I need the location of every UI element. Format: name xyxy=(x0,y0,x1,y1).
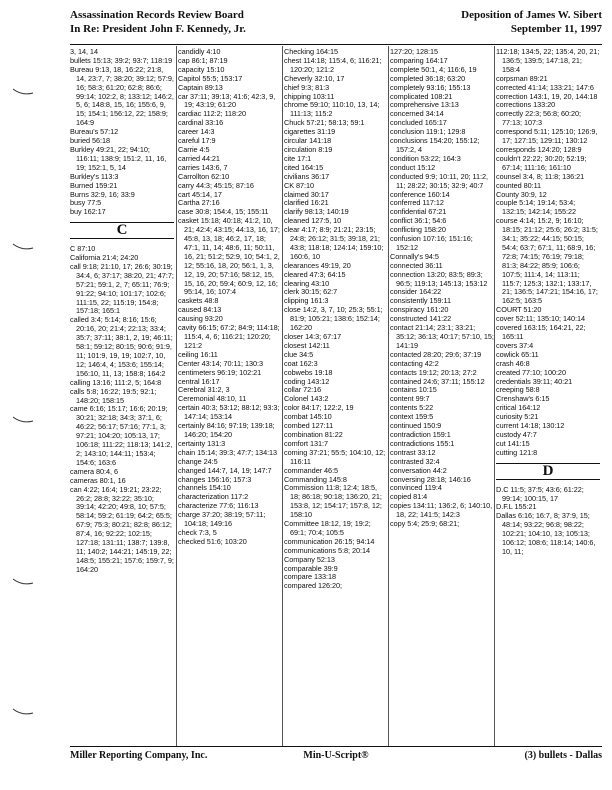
index-entry: Burns 32:9, 16; 33:9 xyxy=(70,189,135,199)
index-entry: conducted 9:9; 10:11, 20; 11:2, 11; 28:22; 30:15; 32:9; 40:7 xyxy=(390,171,488,190)
index-entry: circulation 8:19 xyxy=(284,144,333,154)
index-entry: COURT 51:20 xyxy=(496,305,542,315)
index-entry: contacts 19:12; 20:13; 27:2 xyxy=(390,367,477,377)
index-entry: ceiling 16:11 xyxy=(178,349,218,359)
index-entry: collar 72:16 xyxy=(284,385,322,395)
index-entry: 112:18; 134:5, 22; 135:4, 20, 21; 136:5; 139:5; 147:18, 21; 158:4 xyxy=(496,48,600,74)
index-entry: clue 34:5 xyxy=(284,349,314,359)
index-entry: coding 143:12 xyxy=(284,376,330,386)
footer-company: Miller Reporting Company, Inc. xyxy=(70,750,208,761)
index-entry: cobwebs 19:18 xyxy=(284,367,333,377)
index-entry: copied 81:4 xyxy=(390,492,428,502)
index-entry: cutting 121:8 xyxy=(496,447,538,457)
index-entry: comparable 39:9 xyxy=(284,563,338,573)
index-entry: clearing 43:10 xyxy=(284,278,330,288)
index-entry: carried 44:21 xyxy=(178,153,220,163)
index-entry: creeping 58:8 xyxy=(496,385,540,395)
index-entry: corresponds 124:20; 128:9 xyxy=(496,144,582,154)
index-entry: certainly 84:16; 97:19; 139:18; 146:20; 154:20 xyxy=(178,421,275,439)
index-entry: cap 86:1; 87:19 xyxy=(178,55,228,65)
page-header xyxy=(70,8,602,38)
index-entry: characterize 77:6; 116:13 xyxy=(178,501,259,511)
index-entry: conferred 117:12 xyxy=(390,198,444,208)
index-entry: cameras 80:1, 16 xyxy=(70,475,126,485)
index-entry: charge 37:20; 38:19; 57:11; 104:18; 149:16 xyxy=(178,510,266,529)
index-entry: conversing 28:18; 146:16 xyxy=(390,474,471,484)
index-entry: corrected 41:14; 133:21; 147:6 xyxy=(496,82,594,92)
index-entry: continued 150:9 xyxy=(390,421,442,431)
index-entry: cardinal 33:16 xyxy=(178,118,224,128)
index-entry: commander 46:5 xyxy=(284,465,339,475)
index-entry: cleaned 127:5, 10 xyxy=(284,216,342,226)
index-entry: cut 141:15 xyxy=(496,438,530,448)
index-entry: convinced 119:4 xyxy=(390,483,442,493)
index-entry: chest 114:18; 115:4, 6; 116:21; 120:20; 121:2 xyxy=(284,55,382,74)
index-column-1 xyxy=(70,48,174,745)
index-entry: conclusions 154:20; 155:12; 157:2, 4 xyxy=(390,136,480,154)
index-entry: Bureau 9:13, 18, 16:22; 21:8, 14, 23:7, 7; 38:20; 39:12; 57:9, 16; 58:3; 61:20; 62:8; 86:6; 99:14; 102:2, 8; 133:12; 146:2, 5, 6; 148:8, 15, 16; 155:6, 9, 15; 154:1; 156:12, 22; 158:9; 164:9 xyxy=(70,64,174,128)
header-case-title: In Re: President John F. Kennedy, Jr. xyxy=(70,23,246,35)
index-entry: custody 47:7 xyxy=(496,429,537,439)
index-entry: combed 127:11 xyxy=(284,421,334,431)
index-entry: Commanding 145:8 xyxy=(284,474,347,484)
index-entry: course 4:14; 15:2, 9; 16:10; 18:15; 21:12; 25:6; 26:2; 31:5; 34:1; 35:22; 44:15; 50:15; 54:4; 63:7; 67:1, 11; 68:9, 16; 72:8; 74:15; 76:19; 79:18; 81:3; 84:22; 85:9; 106:6; 107:5; 111:4, 14; 113:11; 115:7; 125:3; 132:1; 133:17, 21; 136:5; 147:21; 154:16, 17; 162:5; 163:5 xyxy=(496,216,598,306)
index-column-5 xyxy=(496,48,600,745)
index-entry: correction 143:1, 19, 20, 144:18 xyxy=(496,91,598,101)
index-entry: Commission 11:8; 12:4; 18:5, 18; 86:18; 90:18; 136:20, 21; 153:8, 12; 154:17; 157:8, 12; 158:10 xyxy=(284,483,382,520)
index-entry: content 99:7 xyxy=(390,394,430,404)
index-entry: correspond 5:11; 125:10; 126:9, 17; 127:15; 129:11; 130:12 xyxy=(496,127,598,146)
index-entry: conference 160:14 xyxy=(390,189,450,199)
index-entry: Committee 18:12, 19; 19:2; 69:1; 70:4; 105:5 xyxy=(284,519,371,537)
index-entry: 3, 14, 14 xyxy=(70,48,98,56)
index-entry: compared 126:20; xyxy=(284,581,343,591)
index-entry: contradiction 159:1 xyxy=(390,429,451,439)
index-entry: Connally's 94:5 xyxy=(390,251,439,261)
header-board-title: Assassination Records Review Board xyxy=(70,9,244,21)
margin-punch-mark xyxy=(12,708,34,716)
index-entry: chipping 103:11 xyxy=(284,91,335,101)
index-entry: changes 156:16; 157:3 xyxy=(178,474,252,484)
index-entry: clipping 161:3 xyxy=(284,296,329,306)
header-deposition-title: Deposition of James W. Sibert xyxy=(461,9,602,21)
index-entry: carry 44:3; 45:15; 87:16 xyxy=(178,180,254,190)
index-entry: C 87:10 xyxy=(70,244,96,254)
index-entry: combat 145:10 xyxy=(284,412,332,422)
index-entry: characterization 117:2 xyxy=(178,492,249,502)
index-entry: bullets 15:13; 39:2; 93:7; 118:19 xyxy=(70,55,173,65)
index-entry: Cartha 27:16 xyxy=(178,198,220,208)
index-entry: claimed 30:17 xyxy=(284,189,329,199)
index-entry: clarify 98:13; 140:19 xyxy=(284,207,349,217)
index-entry: cigarettes 31:19 xyxy=(284,127,336,137)
index-entry: changed 144:7, 14, 19; 147:7 xyxy=(178,465,272,475)
index-entry: close 14:2, 3, 7, 10; 25:3; 55:1; 81:9; 105:21; 138:6; 152:14; 162:20 xyxy=(284,305,383,333)
index-entry: called 3:4; 5:14; 8:16; 15:6; 20:16, 20; 21:4; 22:13; 33:4; 35:7; 37:11; 38:1, 2, 19; 46:11; 58:1; 59:12; 80:15; 90:6; 91:9, 11; 101:9, 19, 19; 102:7, 10, 12; 146:4, 4; 153:6; 155:14; 156:10, 11, 13; 158:8; 164:2 xyxy=(70,315,173,378)
header-rule xyxy=(70,44,602,45)
index-entry: Cheverly 32:10, 17 xyxy=(284,73,345,83)
index-entry: checked 51:6; 103:20 xyxy=(178,536,247,546)
index-entry: chrome 59:10; 110:10, 13, 14; 111:13; 115:2 xyxy=(284,100,380,119)
index-entry: Burkley 49:21, 22; 94:10; 116:11; 138:9; 151:2, 11, 16, 19; 152:1, 5, 14 xyxy=(70,144,167,172)
index-entry: condition 53:22; 164:3 xyxy=(390,153,461,163)
index-entry: buy 162:17 xyxy=(70,207,106,217)
index-entry: complete 50:1, 4; 116:6, 19 xyxy=(390,64,477,74)
index-entry: cowlick 65:11 xyxy=(496,349,539,359)
index-entry: Crenshaw's 6:15 xyxy=(496,394,550,404)
index-entry: Cerebral 31:2, 3 xyxy=(178,385,230,395)
index-entry: California 21:4; 24:20 xyxy=(70,253,139,263)
index-entry: counted 80:11 xyxy=(496,180,542,190)
index-entry: clearances 49:19, 20 xyxy=(284,260,351,270)
index-entry: created 77:10; 100:20 xyxy=(496,367,566,377)
index-entry: current 14:18; 130:12 xyxy=(496,421,565,431)
index-entry: comparing 164:17 xyxy=(390,55,448,65)
index-entry: consistently 159:11 xyxy=(390,296,451,306)
index-entry: completely 93:16; 155:13 xyxy=(390,82,471,92)
index-entry: Capitol 55:5; 153:17 xyxy=(178,73,243,83)
index-entry: careful 17:9 xyxy=(178,136,216,146)
margin-punch-mark xyxy=(12,416,34,424)
index-entry: clerk 30:15; 62:7 xyxy=(284,287,338,297)
index-entry: closest 142:11 xyxy=(284,340,330,350)
index-entry: coming 37:21; 55:5; 104:10, 12; 116:11 xyxy=(284,447,386,466)
index-columns xyxy=(70,48,602,745)
margin-punch-mark xyxy=(12,243,34,251)
index-entry: Captain 89:13 xyxy=(178,82,223,92)
index-entry: clear 4:17; 8:9; 21:21; 23:15; 24:8; 26:12; 31:5; 39:18, 21; 43:8; 118:18; 124:14; 159:10; 160:6, 10 xyxy=(284,225,384,261)
index-entry: check 7:3, 5 xyxy=(178,527,217,537)
index-entry: can 4:22; 16:4; 19:21; 23:22; 26:2; 28:8; 32:22; 35:10; 39:14; 42:20; 49:8, 10; 57:5; 58:14; 59:2; 61:19; 64:2; 65:5; 67:9; 75:3; 80:21; 82:8; 86:12; 87:4, 16; 92:22; 102:15; 127:18; 131:11; 138:7; 139:8, 11; 140:2; 144:21; 145:19, 22; 148:5; 155:21; 157:6; 159:7, 9; 164:20 xyxy=(70,484,174,574)
index-entry: curiosity 5:21 xyxy=(496,412,539,422)
index-entry: CK 87:10 xyxy=(284,180,315,190)
index-entry: cite 17:1 xyxy=(284,153,312,163)
index-entry: Dallas 6:16; 16:7, 8; 37:9, 15; 48:14; 93:22; 96:8; 98:22; 102:21; 104:10, 13; 105:13; 106:12; 108:6; 118:14; 140:6, 10, 11; xyxy=(496,511,596,556)
index-entry: conclusion 119:1; 129:8 xyxy=(390,127,466,137)
index-entry: conversation 44:2 xyxy=(390,465,447,475)
index-entry: cavity 66:15; 67:2; 84:9; 114:18; 115:4, 4, 6; 116:21; 120:20; 121:2 xyxy=(178,323,280,350)
index-entry: color 84:17; 122:2, 19 xyxy=(284,403,354,413)
index-entry: confusion 107:16; 151:16; 152:12 xyxy=(390,234,473,252)
index-entry: certain 40:3; 53:12; 88:12; 93:3; 147:14; 153:14 xyxy=(178,403,280,422)
index-entry: corpsman 89:21 xyxy=(496,73,548,83)
index-entry: Center 43:14; 70:11; 130:3 xyxy=(178,358,263,368)
index-entry: channels 154:10 xyxy=(178,483,231,493)
index-entry: calling 13:16; 111:2, 5; 164:8 xyxy=(70,377,162,387)
footer-product: Min-U-Script® xyxy=(303,750,369,761)
index-entry: case 30:8; 154:4, 15; 155:11 xyxy=(178,207,269,217)
index-entry: contact 21:14; 23:1; 33:21; 35:12; 36:13; 40:17; 57:10, 15; 141:19 xyxy=(390,323,494,350)
index-entry: connection 13:20; 83:5; 89:3; 96:5; 119:13; 145:13; 153:12 xyxy=(390,269,488,288)
index-entry: covers 37:4 xyxy=(496,340,534,350)
index-entry: centimeters 96:19; 102:21 xyxy=(178,367,262,377)
index-entry: Ceremonial 48:10, 11 xyxy=(178,394,247,404)
margin-punch-mark xyxy=(12,578,34,586)
index-entry: caskets 48:8 xyxy=(178,296,219,306)
index-entry: copy 5:4; 25:9; 68:21; xyxy=(390,519,460,529)
index-column-4 xyxy=(390,48,494,745)
index-entry: cover 52:11; 135:10; 140:14 xyxy=(496,314,585,324)
index-entry: compare 133:18 xyxy=(284,572,337,582)
index-entry: D.F.L 155:21 xyxy=(496,502,537,512)
index-entry: central 16:17 xyxy=(178,376,220,386)
index-entry: concluded 165:17 xyxy=(390,118,447,128)
index-entry: contacted 28:20; 29:6; 37:19 xyxy=(390,349,482,359)
header-date: September 11, 1997 xyxy=(510,23,602,35)
index-entry: cardiac 112:2; 118:20 xyxy=(178,109,247,119)
index-entry: circular 141:18 xyxy=(284,136,332,146)
index-entry: carries 143:6, 7 xyxy=(178,162,228,172)
index-entry: contained 24:6; 37:11; 155:12 xyxy=(390,376,485,386)
index-entry: confidential 67:21 xyxy=(390,207,447,217)
index-entry: conspiracy 161:20 xyxy=(390,305,449,315)
index-entry: chief 9:3; 81:3 xyxy=(284,82,330,92)
index-entry: constructed 141:22 xyxy=(390,314,452,324)
index-entry: complicated 108:21 xyxy=(390,91,453,101)
index-entry: counsel 3:4, 8; 11:8; 136:21 xyxy=(496,171,585,181)
index-entry: couldn't 22:22; 30:20; 52:19; 67:14; 111:16; 161:10 xyxy=(496,153,587,172)
index-entry: candidly 4:10 xyxy=(178,48,221,56)
index-entry: contrast 33:12 xyxy=(390,447,436,457)
index-entry: chain 15:14; 39:3; 47:7; 134:13 xyxy=(178,447,278,457)
index-entry: Bureau's 57:12 xyxy=(70,127,119,137)
index-entry: car 37:11; 39:13; 41:6; 42:3, 9, 19; 43:19; 61:20 xyxy=(178,91,276,110)
index-entry: communication 26:15; 94:14 xyxy=(284,536,375,546)
index-entry: comprehensive 13:13 xyxy=(390,100,459,110)
index-entry: buried 56:18 xyxy=(70,136,110,146)
index-entry: calls 5:8; 16:22; 19:5; 92:1; 148:20; 158:15 xyxy=(70,386,157,405)
index-entry: came 6:16; 15:17; 16:6; 20:19; 30:21; 32:18; 34:3; 37:1, 6; 46:22; 56:17; 57:16; 77:1, 3; 97:21; 104:20; 105:13, 17; 106:18; 111:22; 118:13; 141:2, 2; 143:10; 144:11; 153:4; 154:6; 163:6 xyxy=(70,404,173,467)
index-entry: couple 5:14; 19:14; 53:4; 132:15; 142:14; 155:22 xyxy=(496,198,576,217)
index-entry: credentials 39:11; 40:21 xyxy=(496,376,573,386)
index-entry: correctly 22:3; 56:8; 60:20; 77:13; 107:3 xyxy=(496,109,581,128)
index-entry: covered 163:15; 164:21, 22; 165:11 xyxy=(496,323,586,341)
index-entry: contradictions 155:1 xyxy=(390,438,455,448)
index-entry: caused 84:13 xyxy=(178,305,222,315)
index-entry: causing 93:20 xyxy=(178,314,223,324)
index-entry: contrasted 32:4 xyxy=(390,456,440,466)
index-entry: busy 77:5 xyxy=(70,198,102,208)
index-entry: completed 36:18; 63:20 xyxy=(390,73,466,83)
index-entry: 127:20; 128:15 xyxy=(390,48,438,56)
index-entry: camera 80:4, 6 xyxy=(70,466,118,476)
index-entry: context 159:5 xyxy=(390,412,434,422)
index-entry: Carrie 4:5 xyxy=(178,144,210,154)
index-entry: capacity 15:10 xyxy=(178,64,225,74)
index-column-3 xyxy=(284,48,388,745)
section-letter-heading: D xyxy=(496,463,600,480)
index-entry: certainty 131:3 xyxy=(178,438,226,448)
footer-rule xyxy=(70,746,602,747)
index-entry: concerned 34:14 xyxy=(390,109,444,119)
section-letter-heading: C xyxy=(70,222,174,239)
index-entry: communications 5:8; 20:14 xyxy=(284,545,370,555)
index-entry: contacting 42:2 xyxy=(390,358,439,368)
index-entry: cited 164:15 xyxy=(284,162,324,172)
index-entry: closer 14:3; 67:17 xyxy=(284,332,342,341)
index-entry: cleared 47:3; 64:15 xyxy=(284,269,346,279)
index-entry: career 14:3 xyxy=(178,127,215,137)
index-entry: consider 164:22 xyxy=(390,287,442,297)
index-entry: copies 134:11; 136:2, 6; 140:10, 18, 22; 141:5; 142:3 xyxy=(390,501,493,520)
index-entry: casket 15:18; 40:18; 41:2, 10, 21; 42:4; 43:15; 44:13, 16, 17; 45:8, 13, 18; 46:2, 17, 18; 47:1, 11, 14; 48:6, 11; 50:11, 16, 21; 51:2; 52:9, 10; 54:1, 2, 12; 55:16, 18, 20; 56:1, 1, 3, 12, 19, 20; 57:16; 58:12, 15, 15, 16, 20; 59:4; 60:9, 12, 16; 95:14, 16; 107:4 xyxy=(178,216,280,297)
index-column-2 xyxy=(178,48,282,745)
index-entry: clarified 16:21 xyxy=(284,198,329,208)
index-entry: Company 52:13 xyxy=(284,554,335,564)
index-entry: coat 162:3 xyxy=(284,358,318,368)
index-entry: cart 45:14, 17 xyxy=(178,189,222,199)
index-entry: comfort 131:7 xyxy=(284,438,328,448)
index-entry: contains 10:15 xyxy=(390,385,437,395)
index-entry: Checking 164:15 xyxy=(284,48,339,56)
index-entry: conflict 36:1; 54:6 xyxy=(390,216,447,226)
index-entry: combination 81:22 xyxy=(284,429,343,439)
index-entry: Colonel 143:2 xyxy=(284,394,329,404)
index-entry: call 9:18; 21:10, 17; 26:6; 30:19; 34:4, 6; 37:17; 38:20, 21; 47:7; 57:21; 59:1, 2, 7; 65:11; 76:9; 91:22; 94:10; 101:17; 102:6; 111:15, 22; 115:19; 154:8; 157:18; 165:1 xyxy=(70,261,174,316)
index-entry: Burkley's 113:3 xyxy=(70,171,119,181)
index-entry: civilians 36:17 xyxy=(284,171,330,181)
index-entry: contents 5:22 xyxy=(390,403,434,413)
index-entry: change 24:5 xyxy=(178,456,218,466)
index-entry: D.C 11:5; 37:5; 43:6; 61:22; 99:14; 100:15, 17 xyxy=(496,484,584,503)
index-entry: Burned 159:21 xyxy=(70,180,118,190)
index-entry: connected 36:11 xyxy=(390,260,443,270)
index-entry: corrections 133:20 xyxy=(496,100,556,110)
index-entry: critical 164:12 xyxy=(496,403,541,413)
index-entry: County 30:9, 12 xyxy=(496,189,547,199)
index-entry: conduct 15:12 xyxy=(390,162,436,172)
index-entry: crash 46:8 xyxy=(496,358,530,368)
index-entry: conflicting 158:20 xyxy=(390,225,446,235)
index-entry: Carrollton 62:10 xyxy=(178,171,230,181)
footer-page-range: (3) bullets - Dallas xyxy=(524,750,602,761)
margin-punch-mark xyxy=(12,88,34,96)
index-entry: Chuck 57:21; 58:13; 59:1 xyxy=(284,118,365,128)
